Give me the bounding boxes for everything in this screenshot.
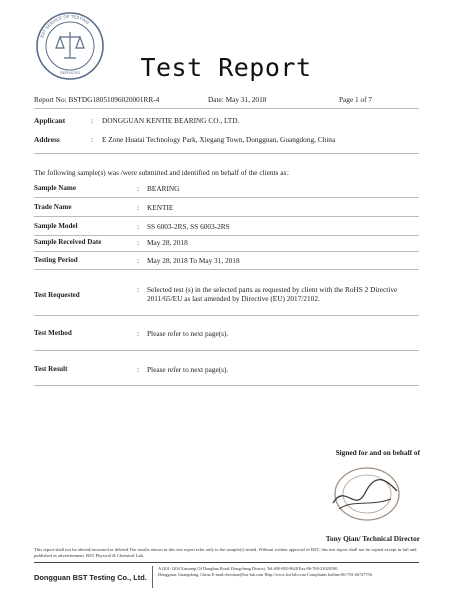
testing-period-value: May 28, 2018 To May 31, 2018	[147, 256, 240, 265]
report-date: Date: May 31, 2018	[208, 95, 267, 104]
divider	[34, 350, 419, 351]
sample-name-label: Sample Name	[34, 184, 76, 192]
address-label: Address	[34, 135, 60, 144]
report-number: Report No: BSTDG18051096020001RR-4	[34, 95, 160, 104]
test-result-value: Please refer to next page(s).	[147, 365, 229, 374]
test-method-value: Please refer to next page(s).	[147, 329, 229, 338]
divider	[34, 216, 419, 217]
footer-company: Dongguan BST Testing Co., Ltd.	[34, 573, 147, 582]
signed-for-label: Signed for and on behalf of	[335, 448, 420, 457]
footer-divider	[34, 562, 419, 563]
testing-period-label: Testing Period	[34, 256, 78, 264]
received-date-label: Sample Received Date	[34, 238, 102, 246]
colon: :	[137, 184, 140, 193]
company-stamp	[325, 463, 405, 525]
test-requested-value: Selected test (s) in the selected parts as requested by client with the RoHS 2 Directive 2011/65/EU as last amended by Directive (EU) 2017/2102.	[147, 285, 398, 304]
divider	[34, 315, 419, 316]
footer-address	[158, 566, 428, 578]
divider	[34, 269, 419, 270]
colon: :	[137, 238, 140, 247]
footer-line-2: Dongguan, Guangdong, China E-mail:christina@bst-lab.com Http://www.bst-lab.com Complaints hotline:86-755-26747756	[158, 572, 372, 577]
page-title: Test Report	[140, 53, 312, 82]
test-result-label: Test Result	[34, 365, 68, 373]
signatory-name: Tony Qian/ Technical Director	[325, 534, 420, 543]
divider	[34, 197, 419, 198]
divider	[34, 108, 419, 109]
sample-name-value: BEARING	[147, 184, 180, 193]
divider	[34, 251, 419, 252]
colon: :	[137, 365, 140, 374]
divider	[34, 235, 419, 236]
trade-name-value: KENTIE	[147, 203, 174, 212]
test-method-label: Test Method	[34, 329, 72, 337]
page-number: Page 1 of 7	[339, 95, 373, 104]
intro-text: The following sample(s) was /were submitted and identified on behalf of the clients as：	[34, 168, 294, 177]
colon: :	[137, 256, 140, 265]
colon: :	[137, 203, 140, 212]
test-requested-label: Test Requested	[34, 291, 80, 299]
colon: :	[137, 329, 140, 338]
colon: :	[137, 285, 140, 294]
divider	[34, 385, 419, 386]
address-value: E Zone Huatai Technology Park, Xiegang Town, Dongguan, Guangdong, China	[102, 135, 336, 144]
trade-name-label: Trade Name	[34, 203, 72, 211]
colon: :	[91, 116, 94, 125]
sample-model-label: Sample Model	[34, 222, 78, 230]
sample-model-value: SS 6003-2RS, SS 6003-2RS	[147, 222, 230, 231]
colon: :	[91, 135, 94, 144]
svg-text:SERVICES: SERVICES	[59, 70, 81, 75]
footer-line-1: A1201-1204 Xinsanqi Of Donghua Road, Dongcheng District, Tel:400-882-9628 Fax:86-769-23020100	[158, 566, 338, 571]
applicant-label: Applicant	[34, 116, 66, 125]
divider	[34, 153, 419, 154]
colon: :	[137, 222, 140, 231]
svg-text:BST SERVICE OF TESTING: BST SERVICE OF TESTING	[39, 13, 91, 39]
received-date-value: May 28, 2018	[147, 238, 188, 247]
applicant-value: DONGGUAN KENTIE BEARING CO., LTD.	[102, 116, 240, 125]
footer-separator	[152, 566, 153, 588]
disclaimer-text: This report shall not be altered,increased or deleted.The results shown in this test report refer only to the sample(s) tested. Without written approval of BST, this test report shall not be copied except in full and published as advertisement. BST Physical & Chemical Lab.	[34, 547, 417, 558]
